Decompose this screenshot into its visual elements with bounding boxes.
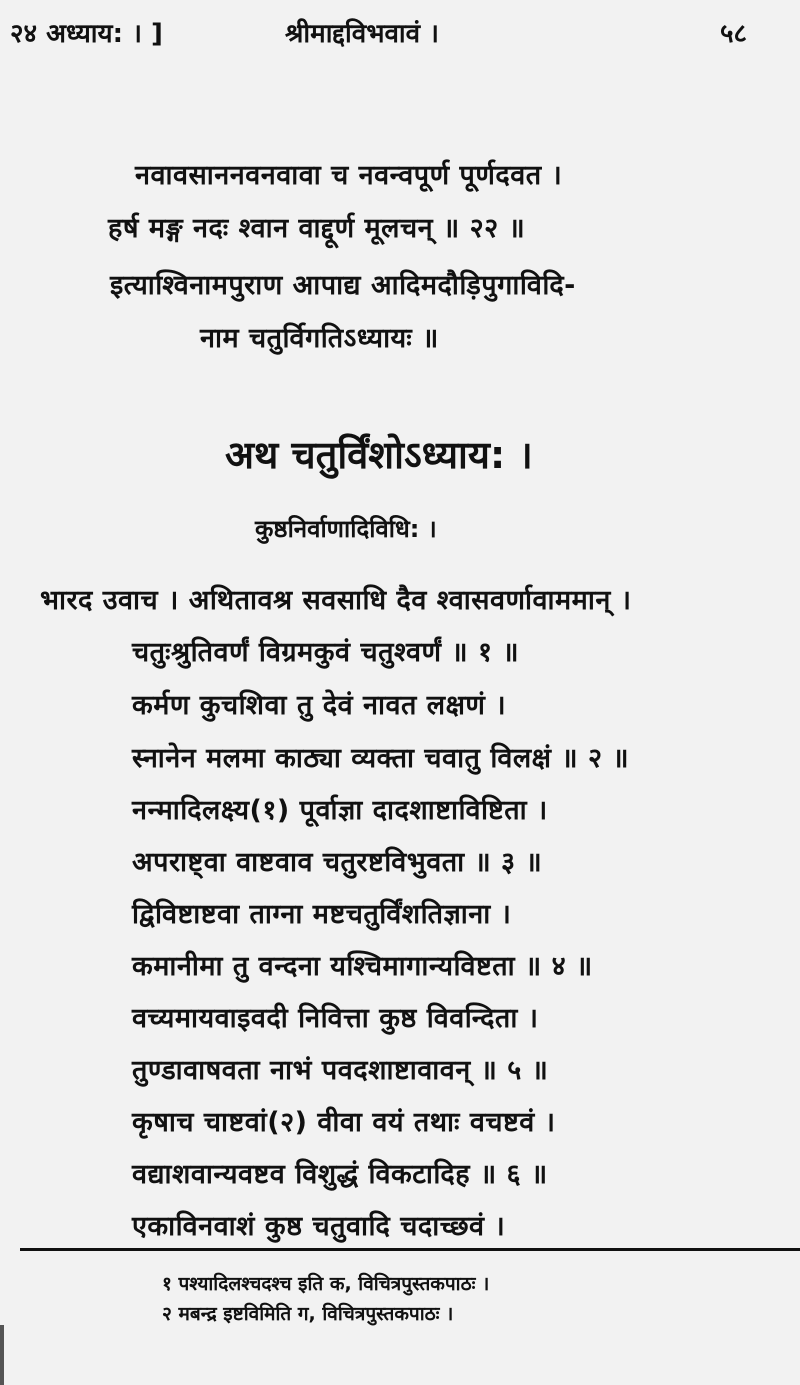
verse-line: वच्यमायवाइवदी निवित्ता कुष्ठ विवन्दिता । xyxy=(132,1003,539,1034)
verse-line: नन्मादिलक्ष्य(१) पूर्वाज्ञा दादशाष्टाविष्टिता । xyxy=(132,795,548,826)
intro-line: नवावसाननवनवावा च नवन्वपूर्ण पूर्णदवत । xyxy=(135,160,563,191)
verse-line: कृषाच चाष्टवां(२) वीवा वयं तथाः वचष्टवं । xyxy=(132,1107,556,1138)
verse-line: द्विविष्टाष्टवा ताग्ना मष्टचतुर्विंशतिज्ञाना । xyxy=(132,899,512,930)
verse-line: कर्मण कुचशिवा तु देवं नावत लक्षणं । xyxy=(132,690,507,721)
scan-edge xyxy=(0,1325,4,1385)
footnote: १ पश्यादिलश्चदश्च इति क, विचित्रपुस्तकपाठः । xyxy=(162,1273,490,1295)
intro-line: इत्याश्विनामपुराण आपाद्य आदिमदौड़िपुगाविदि- xyxy=(110,270,576,301)
verse-line: एकाविनवाशं कुष्ठ चतुवादि चदाच्छवं । xyxy=(132,1211,506,1242)
intro-line: हर्ष मङ्ग नदः श्वान वाद्दूर्ण मूलचन् ॥ २२ ॥ xyxy=(108,213,526,244)
verse-line: भारद उवाच । अथितावश्र सवसाधि दैव श्वासवर्णावाममान् । xyxy=(40,585,632,616)
verse-line: वद्याशवान्यवष्टव विशुद्धं विकटादिह ॥ ६ ॥ xyxy=(132,1159,548,1190)
verse-line: कमानीमा तु वन्दना यश्चिमागान्यविष्टता ॥ ४ ॥ xyxy=(132,951,593,982)
verse-line: तुण्डावाषवता नाभं पवदशाष्टावावन् ॥ ५ ॥ xyxy=(132,1055,549,1086)
verse-line: चतुःश्रुतिवर्णं विग्रमकुवं चतुश्वर्णं ॥ १ ॥ xyxy=(132,637,520,668)
running-header-left: २४ अध्याय: । ] xyxy=(10,19,163,49)
page-number: ५८ xyxy=(720,19,748,49)
chapter-subtitle: कुष्ठनिर्वाणादिविधि: । xyxy=(255,515,437,543)
footnote-divider xyxy=(20,1248,800,1251)
chapter-title: अथ चतुर्विंशोऽध्याय: । xyxy=(225,433,533,477)
verse-line: अपराष्ट्वा वाष्टवाव चतुरष्टविभुवता ॥ ३ ॥ xyxy=(132,847,543,878)
footnote: २ मबन्द्र इष्टविमिति ग, विचित्रपुस्तकपाठः । xyxy=(162,1303,454,1325)
running-header-title: श्रीमाद्दविभवावं । xyxy=(285,19,440,49)
intro-line: नाम चतुर्विगतिऽध्यायः ॥ xyxy=(200,323,439,354)
verse-line: स्नानेन मलमा काठ्या व्यक्ता चवातु विलक्षं ॥ २ ॥ xyxy=(132,743,630,774)
